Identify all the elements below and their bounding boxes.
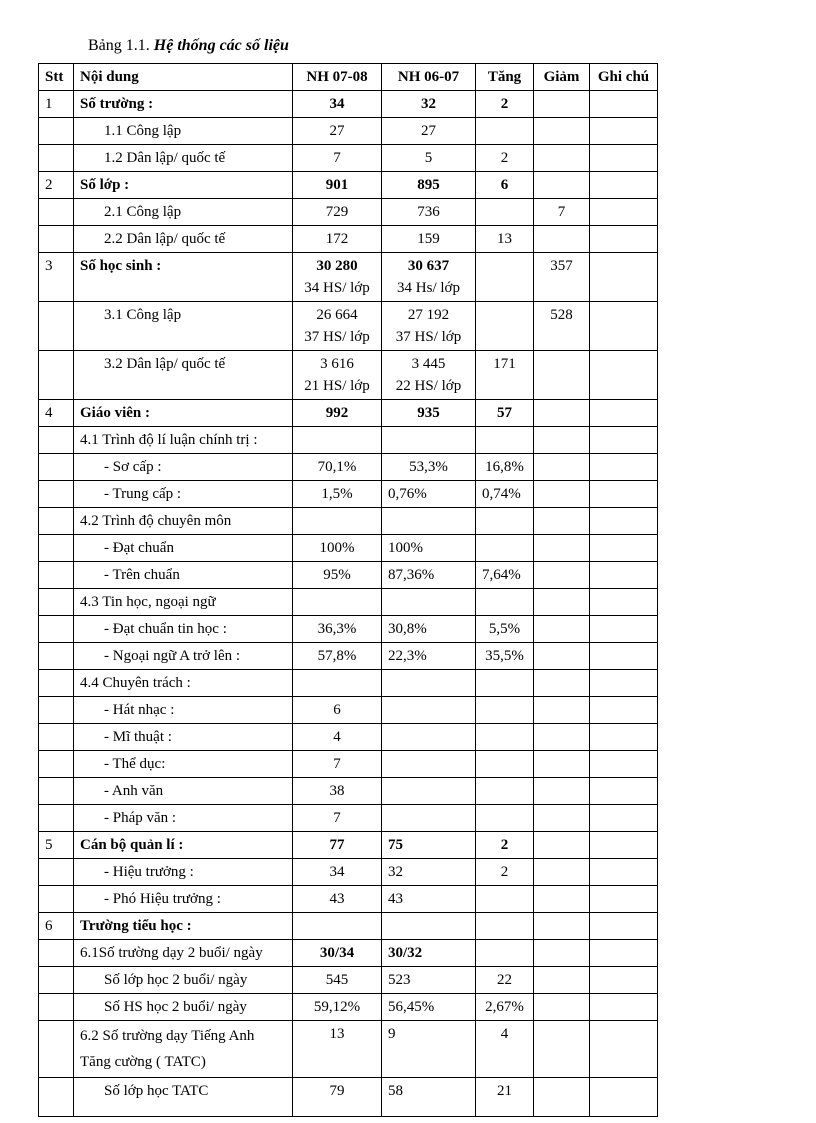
cell-nh-07-08: 172: [293, 226, 382, 253]
cell-giam: [534, 967, 590, 994]
cell-nh-06-07: [382, 427, 476, 454]
cell-tang: [476, 253, 534, 302]
cell-nh-07-08: [293, 670, 382, 697]
cell-ghi-chu: [590, 670, 658, 697]
cell-stt: [39, 994, 74, 1021]
cell-ghi-chu: [590, 145, 658, 172]
cell-nh-06-07: [382, 697, 476, 724]
cell-giam: [534, 226, 590, 253]
table-row: [39, 697, 658, 724]
cell-tang: [476, 589, 534, 616]
cell-stt: [39, 643, 74, 670]
header-nh-07-08: NH 07-08: [293, 64, 382, 91]
cell-tang: [476, 940, 534, 967]
cell-tang: 2: [476, 145, 534, 172]
header-giam: Giảm: [534, 64, 590, 91]
cell-ghi-chu: [590, 778, 658, 805]
cell-nh-06-07: 30,8%: [382, 616, 476, 643]
table-row: [39, 886, 658, 913]
cell-stt: [39, 351, 74, 400]
cell-giam: [534, 805, 590, 832]
table-row: [39, 562, 658, 589]
cell-tang: [476, 535, 534, 562]
cell-nh-06-07: [382, 253, 476, 302]
cell-nh-06-07: 30/32: [382, 940, 476, 967]
cell-tang: [476, 724, 534, 751]
cell-nh-07-08-ratio: 21 HS/ lớp: [304, 378, 370, 394]
table-row: [39, 751, 658, 778]
cell-nh-07-08-value: 3 616: [320, 356, 354, 372]
cell-giam: [534, 616, 590, 643]
cell-nh-07-08-value: 26 664: [316, 307, 358, 323]
cell-nh-06-07: [382, 508, 476, 535]
cell-nh-07-08: 7: [293, 751, 382, 778]
cell-giam: 528: [534, 302, 590, 351]
cell-noi-dung: Trường tiểu học :: [74, 913, 293, 940]
cell-noi-dung: 2.1 Công lập: [74, 199, 293, 226]
table-row: [39, 400, 658, 427]
cell-ghi-chu: [590, 643, 658, 670]
cell-nh-06-07: [382, 302, 476, 351]
cell-ghi-chu: [590, 226, 658, 253]
cell-stt: [39, 226, 74, 253]
cell-giam: [534, 940, 590, 967]
cell-nh-07-08: [293, 913, 382, 940]
table-row: [39, 302, 658, 351]
cell-nh-07-08-ratio: 37 HS/ lớp: [304, 329, 370, 345]
cell-nh-07-08: 36,3%: [293, 616, 382, 643]
cell-nh-07-08: 901: [293, 172, 382, 199]
cell-stt: 4: [39, 400, 74, 427]
cell-stt: [39, 1021, 74, 1078]
cell-stt: [39, 859, 74, 886]
cell-noi-dung: - Ngoại ngữ A trở lên :: [74, 643, 293, 670]
cell-stt: [39, 535, 74, 562]
cell-nh-06-07: 53,3%: [382, 454, 476, 481]
table-row: [39, 778, 658, 805]
cell-ghi-chu: [590, 967, 658, 994]
cell-tang: 171: [476, 351, 534, 400]
cell-tang: [476, 199, 534, 226]
cell-tang: [476, 778, 534, 805]
cell-tang: 2: [476, 832, 534, 859]
cell-nh-07-08: [293, 508, 382, 535]
cell-stt: [39, 481, 74, 508]
cell-tang: 13: [476, 226, 534, 253]
cell-tang: 21: [476, 1078, 534, 1117]
cell-noi-dung: Số lớp học TATC: [74, 1078, 293, 1117]
table-row: [39, 616, 658, 643]
header-stt: Stt: [39, 64, 74, 91]
cell-ghi-chu: [590, 859, 658, 886]
cell-nh-06-07: 935: [382, 400, 476, 427]
cell-tang: [476, 751, 534, 778]
cell-giam: 357: [534, 253, 590, 302]
table-row: [39, 994, 658, 1021]
cell-ghi-chu: [590, 616, 658, 643]
cell-nh-06-07: 523: [382, 967, 476, 994]
cell-stt: [39, 118, 74, 145]
cell-stt: 1: [39, 91, 74, 118]
cell-ghi-chu: [590, 1078, 658, 1117]
cell-noi-dung: 4.1 Trình độ lí luận chính trị :: [74, 427, 293, 454]
caption-prefix: Bảng 1.1.: [88, 37, 150, 54]
cell-ghi-chu: [590, 805, 658, 832]
cell-nh-06-07: 22,3%: [382, 643, 476, 670]
cell-giam: [534, 724, 590, 751]
cell-noi-dung: 1.2 Dân lập/ quốc tế: [74, 145, 293, 172]
cell-nh-06-07: 159: [382, 226, 476, 253]
cell-tang: 2: [476, 859, 534, 886]
cell-nh-06-07: 43: [382, 886, 476, 913]
cell-ghi-chu: [590, 302, 658, 351]
cell-tang: 2,67%: [476, 994, 534, 1021]
cell-noi-dung: - Phó Hiệu trưởng :: [74, 886, 293, 913]
cell-tang: 35,5%: [476, 643, 534, 670]
cell-nh-06-07: 27: [382, 118, 476, 145]
cell-noi-dung: - Trung cấp :: [74, 481, 293, 508]
cell-noi-dung: - Đạt chuẩn: [74, 535, 293, 562]
cell-ghi-chu: [590, 1021, 658, 1078]
cell-noi-dung: Số trường :: [74, 91, 293, 118]
cell-stt: [39, 724, 74, 751]
cell-giam: [534, 589, 590, 616]
cell-noi-dung: 2.2 Dân lập/ quốc tế: [74, 226, 293, 253]
table-row: [39, 1078, 658, 1117]
table-row: [39, 226, 658, 253]
cell-giam: [534, 778, 590, 805]
cell-nh-06-07: [382, 751, 476, 778]
cell-nh-06-07: 87,36%: [382, 562, 476, 589]
cell-noi-dung: - Pháp văn :: [74, 805, 293, 832]
cell-nh-07-08: 79: [293, 1078, 382, 1117]
cell-noi-dung: 6.1Số trường dạy 2 buổi/ ngày: [74, 940, 293, 967]
cell-stt: [39, 886, 74, 913]
cell-ghi-chu: [590, 697, 658, 724]
cell-noi-dung: 6.2 Số trường dạy Tiếng Anh Tăng cường ( TATC): [74, 1021, 293, 1078]
table-caption: [88, 37, 289, 55]
cell-ghi-chu: [590, 91, 658, 118]
cell-stt: [39, 616, 74, 643]
cell-ghi-chu: [590, 751, 658, 778]
cell-noi-dung: Giáo viên :: [74, 400, 293, 427]
table-row: [39, 589, 658, 616]
cell-ghi-chu: [590, 913, 658, 940]
cell-stt: [39, 454, 74, 481]
cell-stt: [39, 199, 74, 226]
cell-nh-07-08: 13: [293, 1021, 382, 1078]
cell-nh-06-07: 736: [382, 199, 476, 226]
cell-stt: [39, 427, 74, 454]
cell-noi-dung: - Hiệu trưởng :: [74, 859, 293, 886]
cell-nh-06-07: 32: [382, 859, 476, 886]
cell-giam: [534, 832, 590, 859]
cell-ghi-chu: [590, 508, 658, 535]
cell-giam: [534, 1021, 590, 1078]
cell-nh-06-07: 56,45%: [382, 994, 476, 1021]
cell-tang: 7,64%: [476, 562, 534, 589]
cell-nh-07-08: 34: [293, 91, 382, 118]
table-row: [39, 145, 658, 172]
cell-nh-06-07: 5: [382, 145, 476, 172]
cell-nh-07-08: 6: [293, 697, 382, 724]
cell-nh-06-07: 100%: [382, 535, 476, 562]
cell-nh-06-07: [382, 778, 476, 805]
cell-tang: [476, 427, 534, 454]
table-row: [39, 427, 658, 454]
cell-nh-06-07: [382, 589, 476, 616]
cell-noi-dung: - Đạt chuẩn tin học :: [74, 616, 293, 643]
cell-tang: [476, 697, 534, 724]
table-row: [39, 481, 658, 508]
cell-nh-07-08: [293, 589, 382, 616]
cell-giam: [534, 886, 590, 913]
cell-nh-06-07: 32: [382, 91, 476, 118]
cell-giam: [534, 913, 590, 940]
cell-giam: [534, 697, 590, 724]
cell-nh-07-08: 100%: [293, 535, 382, 562]
cell-stt: [39, 805, 74, 832]
cell-nh-06-07: [382, 351, 476, 400]
cell-nh-07-08: 59,12%: [293, 994, 382, 1021]
cell-stt: 6: [39, 913, 74, 940]
cell-giam: [534, 91, 590, 118]
cell-stt: [39, 562, 74, 589]
cell-giam: [534, 994, 590, 1021]
cell-ghi-chu: [590, 724, 658, 751]
statistics-table: [38, 63, 658, 1117]
cell-nh-07-08: 95%: [293, 562, 382, 589]
cell-giam: [534, 1078, 590, 1117]
cell-nh-06-07-value: 3 445: [411, 356, 446, 372]
table-row: [39, 643, 658, 670]
cell-tang: [476, 886, 534, 913]
cell-nh-06-07-ratio: 37 HS/ lớp: [395, 329, 462, 345]
table-row: [39, 967, 658, 994]
header-row: [39, 64, 658, 91]
cell-giam: [534, 172, 590, 199]
cell-nh-06-07: 895: [382, 172, 476, 199]
cell-tang: 57: [476, 400, 534, 427]
cell-ghi-chu: [590, 118, 658, 145]
cell-stt: [39, 1078, 74, 1117]
cell-nh-07-08: 7: [293, 145, 382, 172]
cell-tang: 0,74%: [476, 481, 534, 508]
cell-giam: [534, 351, 590, 400]
cell-tang: 22: [476, 967, 534, 994]
cell-giam: [534, 859, 590, 886]
cell-nh-07-08: 57,8%: [293, 643, 382, 670]
cell-ghi-chu: [590, 940, 658, 967]
cell-noi-dung: 4.3 Tin học, ngoại ngữ: [74, 589, 293, 616]
cell-stt: 3: [39, 253, 74, 302]
cell-giam: [534, 400, 590, 427]
cell-nh-07-08: 545: [293, 967, 382, 994]
cell-giam: [534, 751, 590, 778]
cell-noi-dung: - Anh văn: [74, 778, 293, 805]
cell-noi-dung: - Mĩ thuật :: [74, 724, 293, 751]
cell-nh-07-08: [293, 302, 382, 351]
cell-noi-dung: - Sơ cấp :: [74, 454, 293, 481]
table-row: [39, 199, 658, 226]
cell-giam: [534, 427, 590, 454]
cell-tang: 16,8%: [476, 454, 534, 481]
cell-ghi-chu: [590, 172, 658, 199]
cell-nh-06-07: 9: [382, 1021, 476, 1078]
cell-nh-06-07-ratio: 34 Hs/ lớp: [397, 280, 460, 296]
cell-ghi-chu: [590, 253, 658, 302]
cell-tang: 2: [476, 91, 534, 118]
cell-noi-dung: - Thể dục:: [74, 751, 293, 778]
cell-nh-07-08: 77: [293, 832, 382, 859]
cell-stt: [39, 302, 74, 351]
cell-tang: [476, 508, 534, 535]
cell-ghi-chu: [590, 427, 658, 454]
cell-noi-dung: - Hát nhạc :: [74, 697, 293, 724]
table-row: [39, 940, 658, 967]
cell-ghi-chu: [590, 199, 658, 226]
cell-stt: [39, 940, 74, 967]
table-row: [39, 253, 658, 302]
cell-nh-07-08: 70,1%: [293, 454, 382, 481]
table-row: [39, 670, 658, 697]
cell-tang: 6: [476, 172, 534, 199]
cell-giam: [534, 643, 590, 670]
table-row: [39, 351, 658, 400]
cell-noi-dung: 4.2 Trình độ chuyên môn: [74, 508, 293, 535]
cell-tang: 4: [476, 1021, 534, 1078]
cell-tang: [476, 805, 534, 832]
cell-nh-06-07: 75: [382, 832, 476, 859]
table-row: [39, 535, 658, 562]
table-row: [39, 91, 658, 118]
header-nh-06-07: NH 06-07: [382, 64, 476, 91]
cell-giam: [534, 118, 590, 145]
cell-stt: 2: [39, 172, 74, 199]
cell-tang: 5,5%: [476, 616, 534, 643]
table-row: [39, 118, 658, 145]
cell-nh-07-08: 27: [293, 118, 382, 145]
cell-stt: [39, 670, 74, 697]
cell-noi-dung: 1.1 Công lập: [74, 118, 293, 145]
cell-nh-06-07: [382, 724, 476, 751]
cell-nh-07-08-value: 30 280: [316, 258, 358, 274]
cell-ghi-chu: [590, 886, 658, 913]
cell-tang: [476, 913, 534, 940]
cell-stt: [39, 778, 74, 805]
caption-title: Hệ thống các số liệu: [153, 37, 289, 54]
cell-ghi-chu: [590, 454, 658, 481]
cell-stt: [39, 697, 74, 724]
cell-nh-06-07: 0,76%: [382, 481, 476, 508]
cell-nh-07-08: [293, 351, 382, 400]
cell-giam: 7: [534, 199, 590, 226]
cell-nh-06-07-value: 30 637: [407, 258, 450, 274]
cell-giam: [534, 670, 590, 697]
cell-nh-06-07: [382, 670, 476, 697]
cell-ghi-chu: [590, 832, 658, 859]
table-row: [39, 508, 658, 535]
cell-nh-07-08: [293, 253, 382, 302]
cell-giam: [534, 481, 590, 508]
cell-noi-dung: Số lớp học 2 buổi/ ngày: [74, 967, 293, 994]
cell-nh-07-08: 4: [293, 724, 382, 751]
cell-stt: [39, 751, 74, 778]
header-ghi-chu: Ghi chú: [590, 64, 658, 91]
cell-giam: [534, 145, 590, 172]
table-row: [39, 859, 658, 886]
cell-nh-07-08: [293, 427, 382, 454]
cell-giam: [534, 508, 590, 535]
table-row: [39, 805, 658, 832]
cell-nh-06-07-ratio: 22 HS/ lớp: [395, 378, 462, 394]
cell-noi-dung: Số học sinh :: [74, 253, 293, 302]
cell-noi-dung: 3.2 Dân lập/ quốc tế: [74, 351, 293, 400]
cell-noi-dung: Số HS học 2 buổi/ ngày: [74, 994, 293, 1021]
header-tang: Tăng: [476, 64, 534, 91]
cell-stt: [39, 508, 74, 535]
cell-ghi-chu: [590, 400, 658, 427]
cell-noi-dung: Số lớp :: [74, 172, 293, 199]
cell-giam: [534, 454, 590, 481]
table-row: [39, 454, 658, 481]
cell-ghi-chu: [590, 351, 658, 400]
cell-nh-07-08: 30/34: [293, 940, 382, 967]
table-row: [39, 832, 658, 859]
table-row: [39, 172, 658, 199]
table-row: [39, 913, 658, 940]
cell-nh-07-08: 7: [293, 805, 382, 832]
cell-ghi-chu: [590, 589, 658, 616]
cell-nh-06-07-value: 27 192: [407, 307, 450, 323]
cell-tang: [476, 670, 534, 697]
cell-stt: [39, 145, 74, 172]
cell-nh-07-08-ratio: 34 HS/ lớp: [304, 280, 370, 296]
cell-giam: [534, 562, 590, 589]
cell-tang: [476, 118, 534, 145]
table-row: [39, 724, 658, 751]
cell-noi-dung: - Trên chuẩn: [74, 562, 293, 589]
cell-nh-06-07: 58: [382, 1078, 476, 1117]
cell-nh-06-07: [382, 913, 476, 940]
cell-ghi-chu: [590, 994, 658, 1021]
cell-ghi-chu: [590, 481, 658, 508]
cell-nh-07-08: 38: [293, 778, 382, 805]
table-row: [39, 1021, 658, 1078]
header-noi-dung: Nội dung: [74, 64, 293, 91]
cell-stt: [39, 589, 74, 616]
cell-tang: [476, 302, 534, 351]
cell-nh-07-08: 43: [293, 886, 382, 913]
cell-giam: [534, 535, 590, 562]
cell-nh-07-08: 1,5%: [293, 481, 382, 508]
cell-noi-dung: 4.4 Chuyên trách :: [74, 670, 293, 697]
cell-ghi-chu: [590, 535, 658, 562]
cell-noi-dung: 3.1 Công lập: [74, 302, 293, 351]
cell-stt: [39, 967, 74, 994]
cell-noi-dung: Cán bộ quản lí :: [74, 832, 293, 859]
cell-nh-07-08: 729: [293, 199, 382, 226]
cell-nh-07-08: 34: [293, 859, 382, 886]
cell-nh-06-07: [382, 805, 476, 832]
cell-ghi-chu: [590, 562, 658, 589]
cell-stt: 5: [39, 832, 74, 859]
cell-nh-07-08: 992: [293, 400, 382, 427]
